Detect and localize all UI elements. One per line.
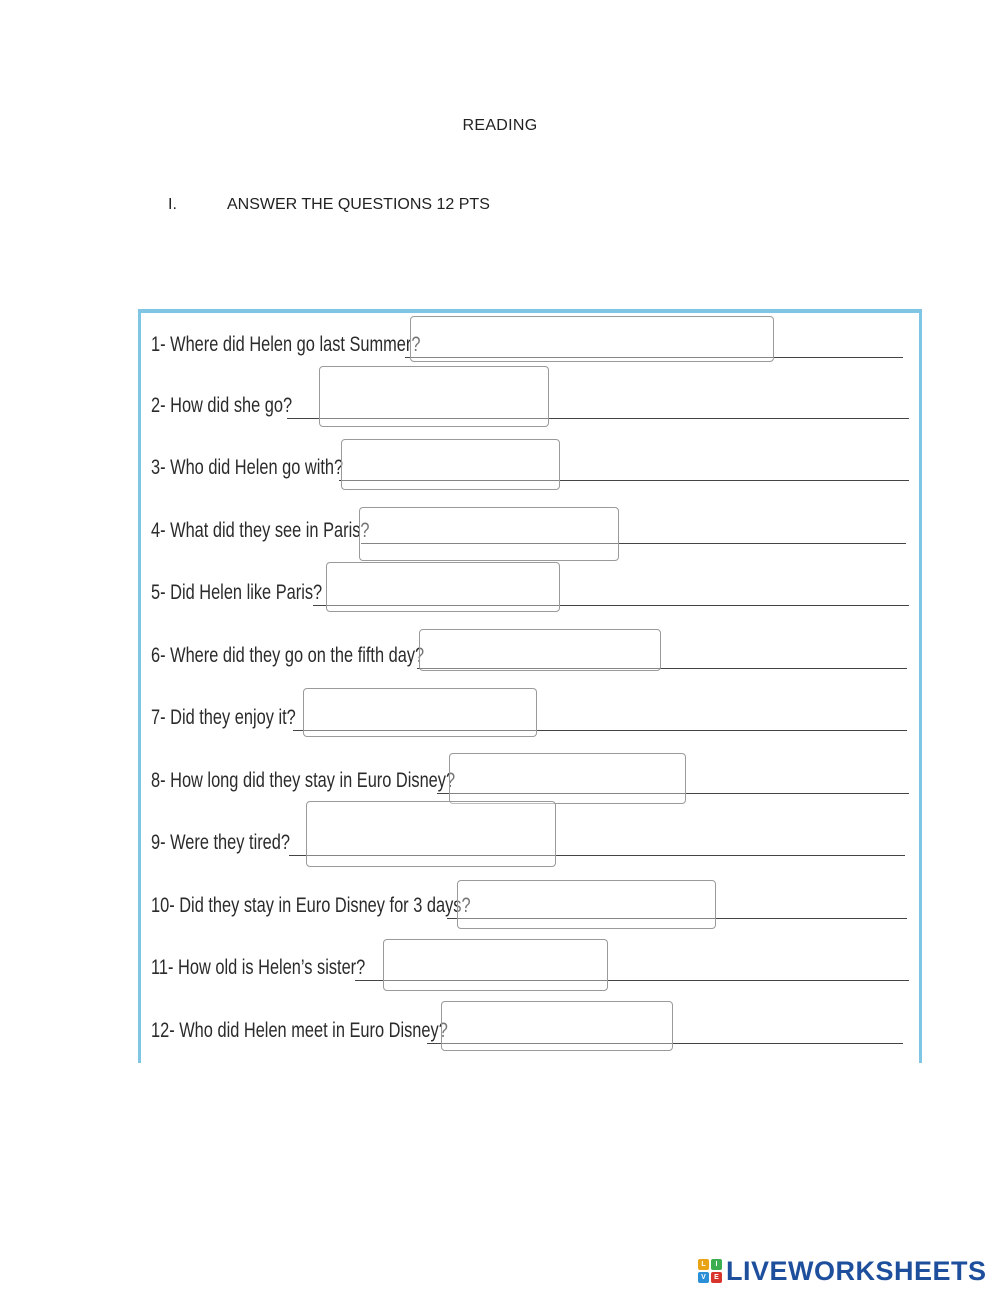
answer-input-9[interactable] [306,801,556,867]
question-text: 12- Who did Helen meet in Euro Disney? [151,1019,448,1042]
question-text: 6- Where did they go on the fifth day? [151,644,425,667]
liveworksheets-logo [698,1256,987,1286]
question-text: 1- Where did Helen go last Summer? [151,333,421,356]
logo-letter: V [698,1272,709,1283]
question-text: 10- Did they stay in Euro Disney for 3 days? [151,894,471,917]
answer-input-1[interactable] [410,316,774,362]
section-number: I. [168,196,177,213]
answer-input-2[interactable] [319,366,549,427]
question-text: 2- How did she go? [151,394,293,417]
question-text: 9- Were they tired? [151,831,290,854]
answer-input-8[interactable] [449,753,686,804]
question-text: 7- Did they enjoy it? [151,706,296,729]
section-title: ANSWER THE QUESTIONS 12 PTS [227,196,490,213]
answer-input-3[interactable] [341,439,560,490]
question-text: 5- Did Helen like Paris? [151,581,323,604]
answer-input-6[interactable] [419,629,661,671]
answer-input-12[interactable] [441,1001,673,1051]
logo-letter: I [711,1259,722,1270]
logo-letter: E [711,1272,722,1283]
logo-letter: L [698,1259,709,1270]
logo-text: LIVEWORKSHEETS [726,1255,987,1286]
liveworksheets-logo-icon [698,1259,722,1283]
answer-input-11[interactable] [383,939,608,991]
answer-input-4[interactable] [359,507,619,561]
question-text: 3- Who did Helen go with? [151,456,344,479]
page-title: READING [462,117,538,134]
answer-input-5[interactable] [326,562,560,612]
question-text: 11- How old is Helen’s sister? [151,956,366,979]
answer-input-7[interactable] [303,688,537,737]
answer-input-10[interactable] [457,880,716,929]
question-text: 8- How long did they stay in Euro Disney? [151,769,456,792]
question-text: 4- What did they see in Paris? [151,519,370,542]
